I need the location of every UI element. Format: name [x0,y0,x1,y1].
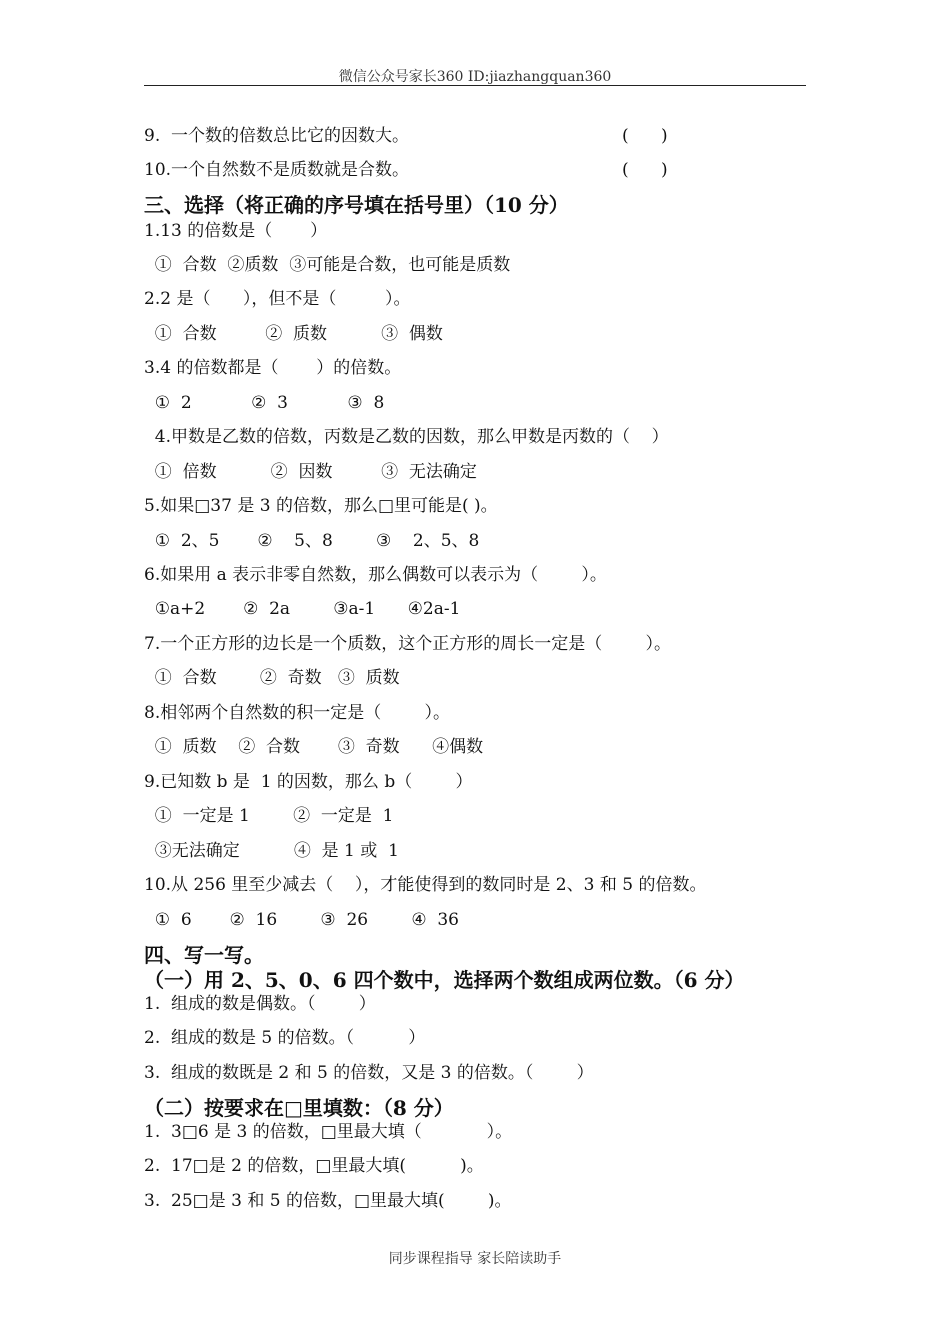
question-line: 10.从 256 里至少减去（ ），才能使得到的数同时是 2、3 和 5 的倍数。 [144,875,707,895]
question-line: 1.13 的倍数是（ ） [144,221,328,241]
question-options: ① 合数 ②质数 ③可能是合数，也可能是质数 [144,255,511,275]
question-line: 3.4 的倍数都是（ ）的倍数。 [144,358,402,378]
judge-item-10: 10.一个自然数不是质数就是合数。 [144,160,410,180]
question-line: 8.相邻两个自然数的积一定是（ ）。 [144,703,450,723]
fill-item: 3. 25□是 3 和 5 的倍数，□里最大填( )。 [144,1191,512,1211]
question-options: ① 质数 ② 合数 ③ 奇数 ④偶数 [144,737,484,757]
page-footer: 同步课程指导 家长陪读助手 [388,1251,562,1267]
question-options: ① 合数 ② 质数 ③ 偶数 [144,324,443,344]
question-options: ① 合数 ② 奇数 ③ 质数 [144,668,400,688]
judge-item-9-answer: ( ) [622,126,668,146]
section-4-title: 四、写一写。 [144,943,264,967]
question-options: ① 2、5 ② 5、8 ③ 2、5、8 [144,531,480,551]
question-options: ① 2 ② 3 ③ 8 [144,393,385,413]
question-line: 9.已知数 b 是 1 的因数，那么 b（ ） [144,772,473,792]
question-options: ① 6 ② 16 ③ 26 ④ 36 [144,910,459,930]
question-line: 7.一个正方形的边长是一个质数，这个正方形的周长一定是（ ）。 [144,634,671,654]
write-item: 3. 组成的数既是 2 和 5 的倍数，又是 3 的倍数。（ ） [144,1063,594,1083]
question-line: 5.如果□37 是 3 的倍数，那么□里可能是( )。 [144,496,498,516]
question-line: 4.甲数是乙数的倍数，丙数是乙数的因数，那么甲数是丙数的（ ） [144,427,669,447]
fill-item: 1. 3□6 是 3 的倍数，□里最大填（ ）。 [144,1122,513,1142]
question-options: ①a+2 ② 2a ③a-1 ④2a-1 [144,599,461,619]
question-line: 6.如果用 a 表示非零自然数，那么偶数可以表示为（ ）。 [144,565,607,585]
write-item: 1. 组成的数是偶数。（ ） [144,994,376,1014]
question-options: ③无法确定 ④ 是 1 或 1 [144,841,399,861]
question-options: ① 一定是 1 ② 一定是 1 [144,806,394,826]
judge-item-9: 9. 一个数的倍数总比它的因数大。 [144,126,410,146]
question-options: ① 倍数 ② 因数 ③ 无法确定 [144,462,477,482]
write-item: 2. 组成的数是 5 的倍数。（ ） [144,1028,426,1048]
section-3-title: 三、选择（将正确的序号填在括号里）（10 分） [144,193,569,217]
page-header: 微信公众号家长360 ID:jiazhangquan360 [338,69,612,85]
section-4-part-1-title: （一）用 2、5、0、6 四个数中，选择两个数组成两位数。（6 分） [144,968,745,992]
judge-item-10-answer: ( ) [622,160,668,180]
fill-item: 2. 17□是 2 的倍数，□里最大填( )。 [144,1156,484,1176]
header-divider [144,85,806,86]
section-4-part-2-title: （二）按要求在□里填数：（8 分） [144,1096,454,1120]
question-line: 2.2 是（ ），但不是（ ）。 [144,289,411,309]
